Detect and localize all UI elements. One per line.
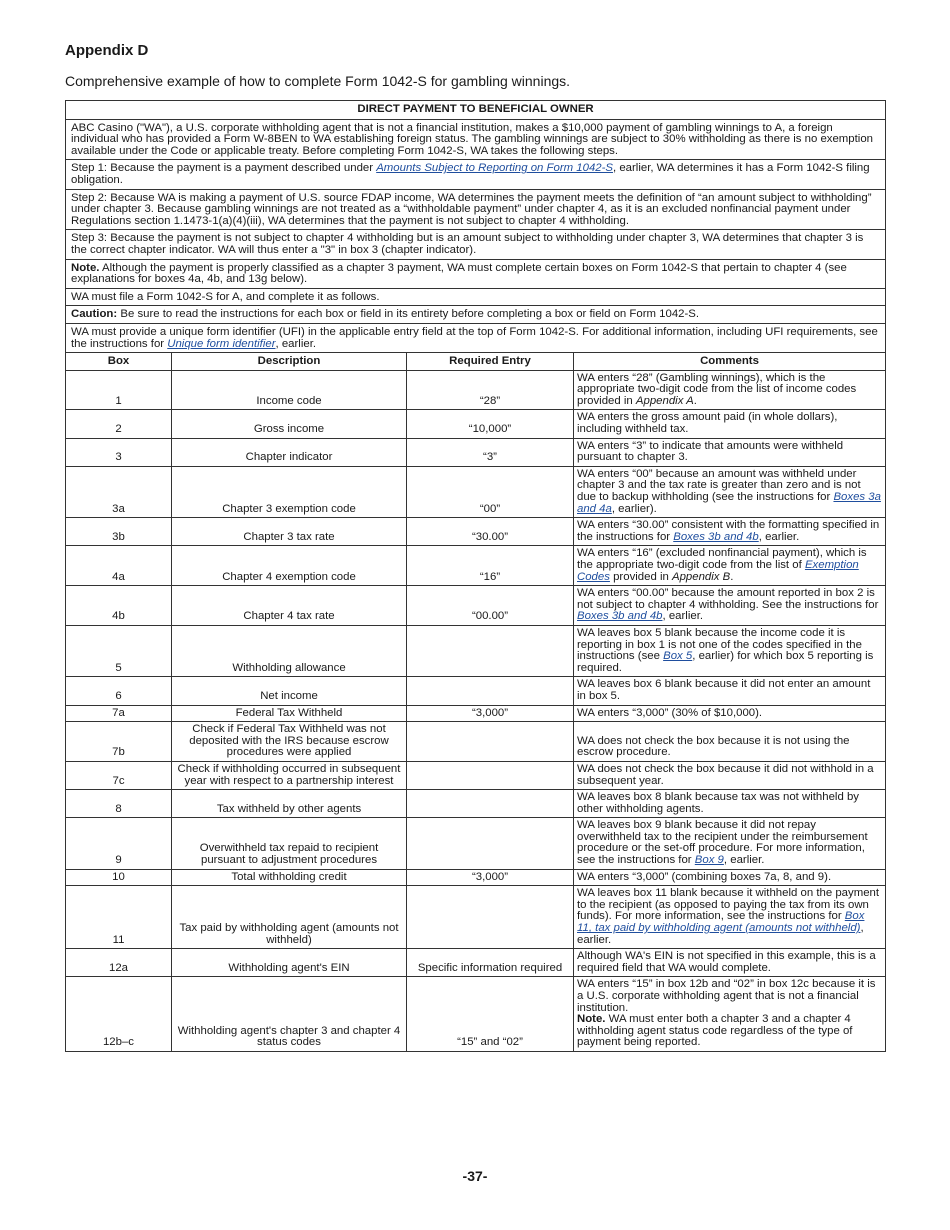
required-entry-cell: “3,000” — [407, 869, 574, 886]
comments-cell: WA enters “00” because an amount was withheld under chapter 3 and the tax rate is greater than zero and is not due to backup withholding (see the instructions for Boxes 3a and 4a, earlier). — [574, 466, 886, 517]
description-cell: Overwithheld tax repaid to recipient pursuant to adjustment procedures — [172, 818, 407, 869]
required-entry-cell — [407, 677, 574, 705]
box-cell: 9 — [66, 818, 172, 869]
caution-paragraph: Caution: Be sure to read the instructions for each box or field in its entirety before completing a box or field on Form 1042-S. — [66, 306, 886, 324]
comments-cell: WA leaves box 6 blank because it did not enter an amount in box 5. — [574, 677, 886, 705]
table-row — [66, 677, 886, 705]
description-cell: Chapter 3 tax rate — [172, 518, 407, 546]
required-entry-cell: “3,000” — [407, 705, 574, 722]
description-cell: Net income — [172, 677, 407, 705]
note-paragraph: Note. Although the payment is properly classified as a chapter 3 payment, WA must complete certain boxes on Form 1042-S that pertain to chapter 4 (see explanations for boxes 4a, 4b, and 13g below). — [66, 259, 886, 288]
box-cell: 4a — [66, 546, 172, 586]
comment-link[interactable]: Boxes 3a and 4a — [577, 491, 881, 515]
required-entry-cell — [407, 625, 574, 676]
table-row — [66, 705, 886, 722]
example-table — [65, 100, 886, 1052]
description-cell: Total withholding credit — [172, 869, 407, 886]
required-entry-cell: “3” — [407, 438, 574, 466]
comments-cell: WA enters “3,000” (30% of $10,000). — [574, 705, 886, 722]
comments-cell: WA enters “15” in box 12b and “02” in box 12c because it is a U.S. corporate withholding agent that is not a financial institution. Note. WA must enter both a chapter 3 and a chapter 4 withholding agent status code regardless of the type of payment being reported. — [574, 977, 886, 1052]
box-cell: 5 — [66, 625, 172, 676]
box-cell: 6 — [66, 677, 172, 705]
file-paragraph: WA must file a Form 1042-S for A, and complete it as follows. — [66, 288, 886, 306]
ufi-paragraph: WA must provide a unique form identifier (UFI) in the applicable entry field at the top of Form 1042-S. For additional information, including UFI requirements, see the instructions for Unique form identifier, earlier. — [66, 323, 886, 352]
table-row — [66, 518, 886, 546]
box-cell: 3b — [66, 518, 172, 546]
comments-cell: WA does not check the box because it did not withhold in a subsequent year. — [574, 761, 886, 789]
table-row — [66, 761, 886, 789]
required-entry-cell — [407, 761, 574, 789]
table-row — [66, 586, 886, 626]
box-cell: 3a — [66, 466, 172, 517]
comments-cell: WA enters “28” (Gambling winnings), which is the appropriate two-digit code from the list of income codes provided in Appendix A. — [574, 370, 886, 410]
comments-cell: WA leaves box 11 blank because it withheld on the payment to the recipient (as opposed to paying the tax from its own funds). For more information, see the instructions for Box 11, tax paid by withholding agent (amounts not withheld), earlier. — [574, 886, 886, 949]
comments-cell: WA does not check the box because it is not using the escrow procedure. — [574, 722, 886, 762]
description-cell: Check if Federal Tax Withheld was not deposited with the IRS because escrow procedures were applied — [172, 722, 407, 762]
table-row — [66, 438, 886, 466]
required-entry-cell — [407, 818, 574, 869]
box-cell: 7c — [66, 761, 172, 789]
description-cell: Chapter 4 tax rate — [172, 586, 407, 626]
comment-link[interactable]: Boxes 3b and 4b — [577, 610, 663, 623]
intro-paragraph: ABC Casino ("WA"), a U.S. corporate withholding agent that is not a financial institution, makes a $10,000 payment of gambling winnings to A, a foreign individual who has provided a Form W-8BEN to WA establishing foreign status. The gambling winnings are subject to 30% withholding as there is no exemption available under the Code or applicable treaty. Before completing Form 1042-S, WA takes the following steps. — [66, 119, 886, 160]
column-header-required-entry: Required Entry — [407, 353, 574, 371]
box-cell: 8 — [66, 790, 172, 818]
table-row — [66, 410, 886, 438]
table-row — [66, 546, 886, 586]
table-row — [66, 886, 886, 949]
comment-link[interactable]: Exemption Codes — [577, 559, 859, 583]
comments-cell: Although WA's EIN is not specified in this example, this is a required field that WA would complete. — [574, 949, 886, 977]
required-entry-cell — [407, 790, 574, 818]
box-cell: 12a — [66, 949, 172, 977]
comment-link[interactable]: Box 5 — [663, 650, 693, 663]
link-unique-form-identifier[interactable]: Unique form identifier — [167, 337, 276, 350]
column-header-description: Description — [172, 353, 407, 371]
comment-link[interactable]: Box 9 — [694, 854, 724, 867]
comments-cell: WA enters the gross amount paid (in whole dollars), including withheld tax. — [574, 410, 886, 438]
comments-cell: WA leaves box 5 blank because the income code it is reporting in box 1 is not one of the codes specified in the instructions (see Box 5, earlier) for which box 5 reporting is required. — [574, 625, 886, 676]
table-row — [66, 722, 886, 762]
required-entry-cell: “28” — [407, 370, 574, 410]
page — [65, 42, 885, 1052]
comments-cell: WA leaves box 9 blank because it did not repay overwithheld tax to the recipient under the reimbursement procedure or the set-off procedure. For more information, see the instructions for Box 9, earlier. — [574, 818, 886, 869]
comments-cell: WA enters “00.00” because the amount reported in box 2 is not subject to chapter 4 withholding. See the instructions for Boxes 3b and 4b, earlier. — [574, 586, 886, 626]
comment-link[interactable]: Boxes 3b and 4b — [673, 530, 759, 543]
comments-cell: WA enters “30.00” consistent with the formatting specified in the instructions for Boxes 3b and 4b, earlier. — [574, 518, 886, 546]
column-header-comments: Comments — [574, 353, 886, 371]
required-entry-cell: “16” — [407, 546, 574, 586]
required-entry-cell: “30.00” — [407, 518, 574, 546]
table-row — [66, 818, 886, 869]
step-2: Step 2: Because WA is making a payment of U.S. source FDAP income, WA determines the payment meets the definition of “an amount subject to withholding” under chapter 3. Because gambling winnings are not treated as a “withholdable payment” under chapter 4, as it is an excluded nonfinancial payment under Regulations section 1.1473-1(a)(4)(iii), WA determines that the payment is not subject to chapter 4 withholding. — [66, 189, 886, 230]
table-row — [66, 790, 886, 818]
description-cell: Chapter 3 exemption code — [172, 466, 407, 517]
description-cell: Withholding agent's chapter 3 and chapter 4 status codes — [172, 977, 407, 1052]
required-entry-cell: “00” — [407, 466, 574, 517]
box-cell: 11 — [66, 886, 172, 949]
table-row — [66, 977, 886, 1052]
page-number: -37- — [462, 1168, 488, 1184]
description-cell: Tax paid by withholding agent (amounts not withheld) — [172, 886, 407, 949]
required-entry-cell: “10,000” — [407, 410, 574, 438]
required-entry-cell: Specific information required — [407, 949, 574, 977]
column-header-box: Box — [66, 353, 172, 371]
table-body — [66, 370, 886, 1051]
link-amounts-subject[interactable]: Amounts Subject to Reporting on Form 1042-S — [376, 162, 613, 175]
table-row — [66, 869, 886, 886]
column-header-row — [66, 353, 886, 371]
step-3: Step 3: Because the payment is not subject to chapter 4 withholding but is an amount subject to withholding under chapter 3, WA determines that chapter 3 is the correct chapter indicator. WA will thus enter a "3" in box 3 (chapter indicator). — [66, 230, 886, 259]
comments-cell: WA enters “3” to indicate that amounts were withheld pursuant to chapter 3. — [574, 438, 886, 466]
description-cell: Withholding agent's EIN — [172, 949, 407, 977]
comments-cell: WA enters “3,000” (combining boxes 7a, 8, and 9). — [574, 869, 886, 886]
description-cell: Chapter 4 exemption code — [172, 546, 407, 586]
description-cell: Chapter indicator — [172, 438, 407, 466]
required-entry-cell: “15” and “02” — [407, 977, 574, 1052]
box-cell: 3 — [66, 438, 172, 466]
comments-cell: WA leaves box 8 blank because tax was not withheld by other withholding agents. — [574, 790, 886, 818]
table-row — [66, 625, 886, 676]
description-cell: Gross income — [172, 410, 407, 438]
box-cell: 7a — [66, 705, 172, 722]
box-cell: 1 — [66, 370, 172, 410]
description-cell: Withholding allowance — [172, 625, 407, 676]
description-cell: Tax withheld by other agents — [172, 790, 407, 818]
table-row — [66, 949, 886, 977]
comment-link[interactable]: Box 11, tax paid by withholding agent (amounts not withheld) — [577, 910, 865, 935]
required-entry-cell — [407, 886, 574, 949]
page-heading: Appendix D — [65, 42, 149, 59]
required-entry-cell — [407, 722, 574, 762]
table-banner: DIRECT PAYMENT TO BENEFICIAL OWNER — [66, 101, 886, 120]
page-subtitle: Comprehensive example of how to complete Form 1042-S for gambling winnings. — [65, 73, 571, 89]
description-cell: Income code — [172, 370, 407, 410]
table-row — [66, 466, 886, 517]
box-cell: 2 — [66, 410, 172, 438]
step-1: Step 1: Because the payment is a payment described under Amounts Subject to Reporting on Form 1042-S, earlier, WA determines it has a Form 1042-S filing obligation. — [66, 160, 886, 189]
table-row — [66, 370, 886, 410]
description-cell: Federal Tax Withheld — [172, 705, 407, 722]
required-entry-cell: “00.00” — [407, 586, 574, 626]
box-cell: 7b — [66, 722, 172, 762]
description-cell: Check if withholding occurred in subsequent year with respect to a partnership interest — [172, 761, 407, 789]
box-cell: 12b–c — [66, 977, 172, 1052]
box-cell: 4b — [66, 586, 172, 626]
box-cell: 10 — [66, 869, 172, 886]
comments-cell: WA enters “16” (excluded nonfinancial payment), which is the appropriate two-digit code from the list of Exemption Codes provided in Appendix B. — [574, 546, 886, 586]
